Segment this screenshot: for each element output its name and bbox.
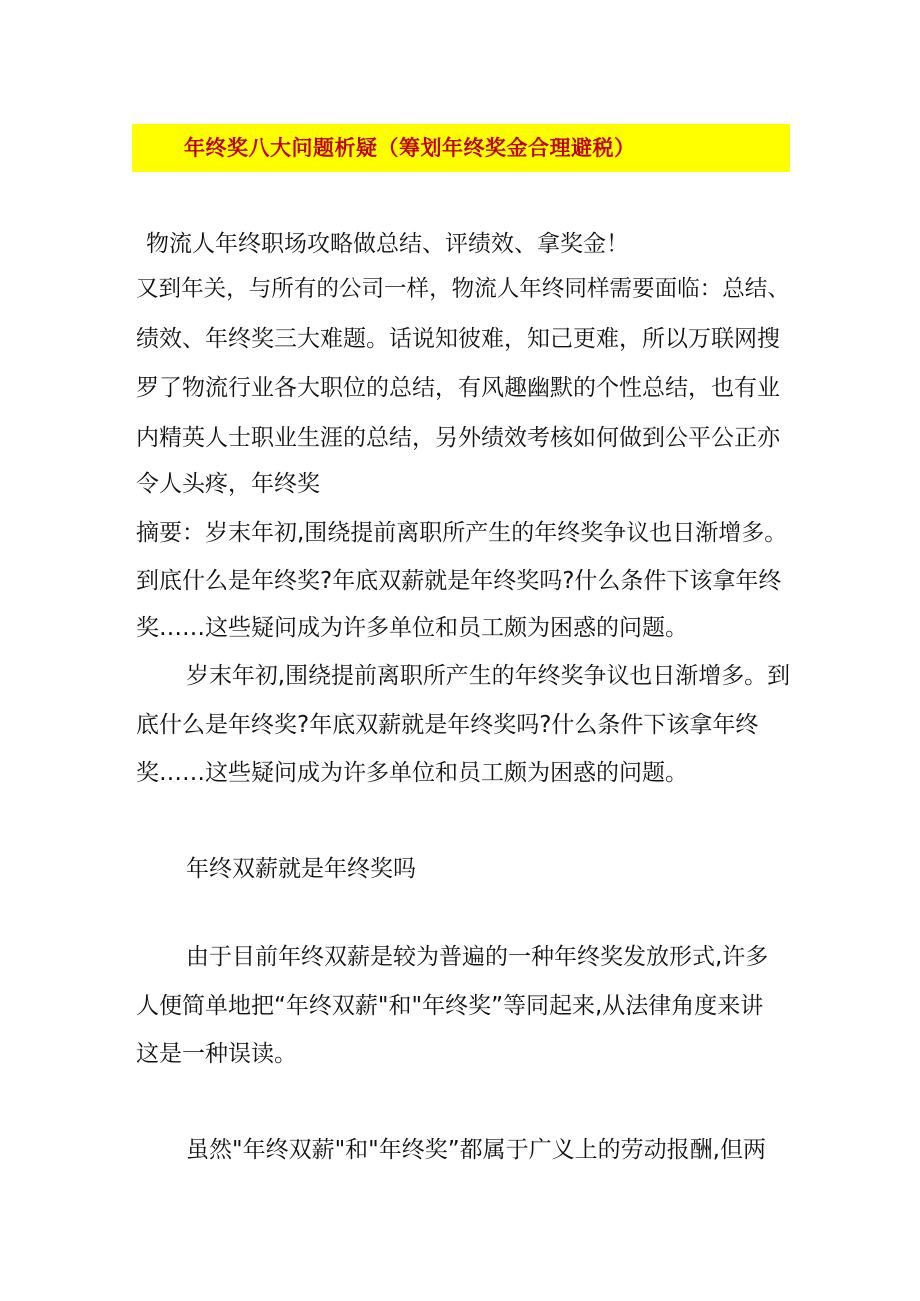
abstract-line: 奖……这些疑问成为许多单位和员工颇为困惑的问题。 <box>136 615 688 641</box>
intro-line: 内精英人士职业生涯的总结，另外绩效考核如何做到公平公正亦 <box>136 425 780 451</box>
paragraph-line: 奖……这些疑问成为许多单位和员工颇为困惑的问题。 <box>136 760 688 786</box>
intro-line: 绩效、年终奖三大难题。话说知彼难，知己更难，所以万联网搜 <box>136 326 780 352</box>
intro-line: 罗了物流行业各大职位的总结，有风趣幽默的个性总结，也有业 <box>136 375 780 401</box>
document-title: 年终奖八大问题析疑（筹划年终奖金合理避税） <box>184 136 636 160</box>
paragraph-line: 虽然"年终双薪"和"年终奖”都属于广义上的劳动报酬,但两 <box>186 1137 766 1163</box>
abstract-line: 到底什么是年终奖?年底双薪就是年终奖吗?什么条件下该拿年终 <box>136 568 782 594</box>
title-banner <box>132 124 790 172</box>
paragraph-line: 这是一种误读。 <box>136 1041 297 1067</box>
intro-headline: 物流人年终职场攻略做总结、评绩效、拿奖金！ <box>146 231 629 257</box>
paragraph-line: 人便简单地把“年终双薪"和"年终奖”等同起来,从法律角度来讲 <box>136 993 764 1019</box>
paragraph-line: 由于目前年终双薪是较为普遍的一种年终奖发放形式,许多 <box>186 944 769 970</box>
intro-line: 令人头疼，年终奖 <box>136 471 320 497</box>
abstract-line: 摘要：岁末年初,围绕提前离职所产生的年终奖争议也日渐增多。 <box>136 520 788 546</box>
section-heading: 年终双薪就是年终奖吗 <box>186 856 416 882</box>
paragraph-line: 底什么是年终奖?年底双薪就是年终奖吗?什么条件下该拿年终 <box>136 712 759 738</box>
paragraph-line: 岁末年初,围绕提前离职所产生的年终奖争议也日渐增多。到 <box>186 663 791 689</box>
intro-line: 又到年关，与所有的公司一样，物流人年终同样需要面临：总结、 <box>136 276 790 302</box>
